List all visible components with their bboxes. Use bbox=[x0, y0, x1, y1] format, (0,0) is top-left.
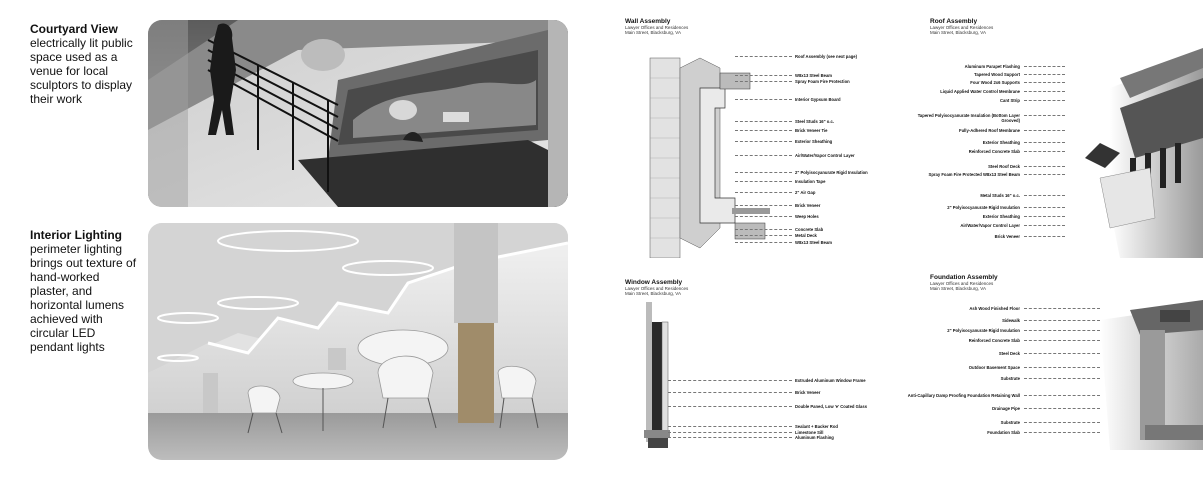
wall-callout-label: Roof Assembly (see next page) bbox=[795, 54, 857, 59]
foundation-leader-line bbox=[1024, 395, 1100, 396]
window-leader-line bbox=[668, 380, 792, 381]
interior-description: perimeter lighting brings out texture of hand-worked plaster, and horizontal lumens achieved with circular LED pendant lights bbox=[30, 242, 137, 354]
window-callout-label: Aluminum Flashing bbox=[795, 435, 834, 440]
wall-callout-label: Weep Holes bbox=[795, 214, 819, 219]
wall-leader-line bbox=[735, 56, 792, 57]
courtyard-render bbox=[148, 20, 568, 207]
foundation-section-drawing bbox=[1090, 300, 1203, 450]
roof-callout-label: Brick Veneer bbox=[994, 234, 1020, 239]
roof-leader-line bbox=[1024, 225, 1065, 226]
roof-leader-line bbox=[1024, 130, 1065, 131]
courtyard-caption bbox=[30, 22, 140, 106]
roof-leader-line bbox=[1024, 100, 1065, 101]
wall-callout-label: Exterior Sheathing bbox=[795, 139, 833, 144]
wall-leader-line bbox=[735, 155, 792, 156]
wall-assembly-header bbox=[625, 18, 688, 35]
foundation-callout-label: 2" Polyisocyanurate Rigid Insulation bbox=[947, 328, 1020, 333]
foundation-callout-label: Outdoor Basement Space bbox=[968, 365, 1020, 370]
wall-callout-label: 2" Polyisocyanurate Rigid Insulation bbox=[795, 170, 868, 175]
foundation-callout-label: Reinforced Concrete Slab bbox=[968, 338, 1020, 343]
window-leader-line bbox=[668, 432, 792, 433]
foundation-leader-line bbox=[1024, 353, 1100, 354]
window-callout-label: Sealant + Backer Rod bbox=[795, 424, 838, 429]
wall-leader-line bbox=[735, 216, 792, 217]
roof-callout-label: Steel Roof Deck bbox=[988, 164, 1020, 169]
roof-callout-label: 2" Polyisocyanurate Rigid Insulation bbox=[947, 205, 1020, 210]
roof-callout-label: Four Wood 2x6 Supports bbox=[970, 80, 1020, 85]
roof-callout-label: Exterior Sheathing bbox=[982, 214, 1020, 219]
wall-leader-line bbox=[735, 121, 792, 122]
wall-assembly-subtitle: Lawyer Offices and Residences bbox=[625, 25, 689, 30]
roof-leader-line bbox=[1024, 216, 1065, 217]
roof-leader-line bbox=[1024, 91, 1065, 92]
foundation-leader-line bbox=[1024, 330, 1100, 331]
window-leader-line bbox=[668, 392, 792, 393]
wall-callout-label: W8x13 Steel Beam bbox=[795, 73, 833, 78]
wall-leader-line bbox=[735, 172, 792, 173]
wall-leader-line bbox=[735, 181, 792, 182]
window-assembly-location: Main Street, Blacksburg, VA bbox=[625, 291, 681, 296]
wall-leader-line bbox=[735, 75, 792, 76]
wall-callout-label: Spray Foam Fire Protection bbox=[795, 79, 850, 84]
window-leader-line bbox=[668, 406, 792, 407]
window-callout-label: Double Paned, Low 'e' Coated Glass bbox=[795, 404, 868, 409]
roof-callout-label: Air/Water/Vapor Control Layer bbox=[960, 223, 1020, 228]
interior-caption bbox=[30, 228, 140, 354]
foundation-leader-line bbox=[1024, 367, 1100, 368]
roof-callout-label: Aluminum Parapet Flashing bbox=[964, 64, 1020, 69]
window-leader-line bbox=[668, 426, 792, 427]
roof-callout-label: Metal Studs 16" o.c. bbox=[980, 193, 1020, 198]
wall-leader-line bbox=[735, 99, 792, 100]
foundation-callout-label: Anti-Capillary Damp Proofing Foundation Retaining Wall bbox=[907, 393, 1020, 398]
window-callout-label: Brick Veneer bbox=[795, 390, 821, 395]
roof-leader-line bbox=[1024, 66, 1065, 67]
foundation-assembly-location: Main Street, Blacksburg, VA bbox=[930, 286, 986, 291]
roof-callout-label: Liquid Applied Water Control Membrane bbox=[940, 89, 1020, 94]
roof-callout-label: Spray Foam Fire Protected W8x13 Steel Beam bbox=[928, 172, 1020, 177]
roof-assembly-subtitle: Lawyer Offices and Residences bbox=[930, 25, 994, 30]
interior-render bbox=[148, 223, 568, 460]
wall-section-drawing bbox=[640, 48, 770, 258]
wall-callout-label: Metal Deck bbox=[795, 233, 817, 238]
roof-leader-line bbox=[1024, 115, 1065, 116]
wall-callout-label: Steel Studs 16" o.c. bbox=[795, 119, 834, 124]
roof-leader-line bbox=[1024, 195, 1065, 196]
wall-callout-label: Interior Gypsum Board bbox=[795, 97, 841, 102]
roof-leader-line bbox=[1024, 151, 1065, 152]
foundation-leader-line bbox=[1024, 408, 1100, 409]
wall-callout-label: Air/Water/Vapor Control Layer bbox=[795, 153, 855, 158]
courtyard-title: Courtyard View bbox=[30, 22, 118, 36]
wall-callout-label: Insulation Tape bbox=[795, 179, 826, 184]
roof-leader-line bbox=[1024, 236, 1065, 237]
window-section-drawing bbox=[640, 302, 680, 452]
wall-leader-line bbox=[735, 242, 792, 243]
roof-assembly-location: Main Street, Blacksburg, VA bbox=[930, 30, 986, 35]
window-leader-line bbox=[668, 437, 792, 438]
wall-assembly-location: Main Street, Blacksburg, VA bbox=[625, 30, 681, 35]
foundation-leader-line bbox=[1024, 378, 1100, 379]
roof-leader-line bbox=[1024, 82, 1065, 83]
wall-leader-line bbox=[735, 205, 792, 206]
window-callout-label: Limestone Sill bbox=[795, 430, 824, 435]
foundation-leader-line bbox=[1024, 422, 1100, 423]
foundation-callout-label: Substrate bbox=[1000, 420, 1020, 425]
interior-title: Interior Lighting bbox=[30, 228, 122, 242]
roof-callout-label: Tapered Wood Support bbox=[974, 72, 1020, 77]
roof-leader-line bbox=[1024, 207, 1065, 208]
roof-leader-line bbox=[1024, 174, 1065, 175]
wall-callout-label: Brick Veneer bbox=[795, 203, 821, 208]
foundation-leader-line bbox=[1024, 432, 1100, 433]
roof-callout-label: Reinforced Concrete Slab bbox=[968, 149, 1020, 154]
wall-callout-label: 2" Air Gap bbox=[795, 190, 816, 195]
foundation-callout-label: Steel Deck bbox=[998, 351, 1020, 356]
window-assembly-subtitle: Lawyer Offices and Residences bbox=[625, 286, 689, 291]
wall-callout-label: W8x13 Steel Beam bbox=[795, 240, 833, 245]
foundation-callout-label: Drainage Pipe bbox=[992, 406, 1020, 411]
wall-callout-label: Concrete Slab bbox=[795, 227, 824, 232]
foundation-leader-line bbox=[1024, 340, 1100, 341]
wall-leader-line bbox=[735, 229, 792, 230]
foundation-callout-label: Ash Wood Finished Floor bbox=[969, 306, 1020, 311]
foundation-callout-label: Foundation Slab bbox=[987, 430, 1020, 435]
wall-leader-line bbox=[735, 81, 792, 82]
window-assembly-header bbox=[625, 279, 688, 296]
wall-assembly-title: Wall Assembly bbox=[625, 18, 671, 25]
roof-callout-label: Cant Strip bbox=[999, 98, 1020, 103]
roof-leader-line bbox=[1024, 166, 1065, 167]
foundation-assembly-title: Foundation Assembly bbox=[930, 274, 998, 281]
roof-leader-line bbox=[1024, 142, 1065, 143]
roof-callout-label: Exterior Sheathing bbox=[982, 140, 1020, 145]
foundation-assembly-subtitle: Lawyer Offices and Residences bbox=[930, 281, 994, 286]
roof-assembly-title: Roof Assembly bbox=[930, 18, 978, 25]
foundation-callout-label: Sidewalk bbox=[1002, 318, 1020, 323]
wall-leader-line bbox=[735, 235, 792, 236]
roof-leader-line bbox=[1024, 74, 1065, 75]
wall-leader-line bbox=[735, 130, 792, 131]
foundation-assembly-header bbox=[930, 274, 998, 291]
window-callout-label: Extruded Aluminum Window Frame bbox=[795, 378, 866, 383]
roof-assembly-header bbox=[930, 18, 993, 35]
wall-leader-line bbox=[735, 141, 792, 142]
roof-section-drawing bbox=[1060, 48, 1203, 258]
foundation-leader-line bbox=[1024, 308, 1100, 309]
courtyard-description: electrically lit public space used as a venue for local sculptors to display their work bbox=[30, 36, 133, 106]
foundation-callout-label: Substrate bbox=[1000, 376, 1020, 381]
foundation-leader-line bbox=[1024, 320, 1100, 321]
wall-leader-line bbox=[735, 192, 792, 193]
roof-callout-label: Tapered Polyisocyanurate Insulation (Bottom Layer Grooved) bbox=[917, 113, 1020, 123]
wall-callout-label: Brick Veneer Tie bbox=[795, 128, 828, 133]
roof-callout-label: Fully-Adhered Roof Membrane bbox=[959, 128, 1020, 133]
window-assembly-title: Window Assembly bbox=[625, 279, 683, 286]
